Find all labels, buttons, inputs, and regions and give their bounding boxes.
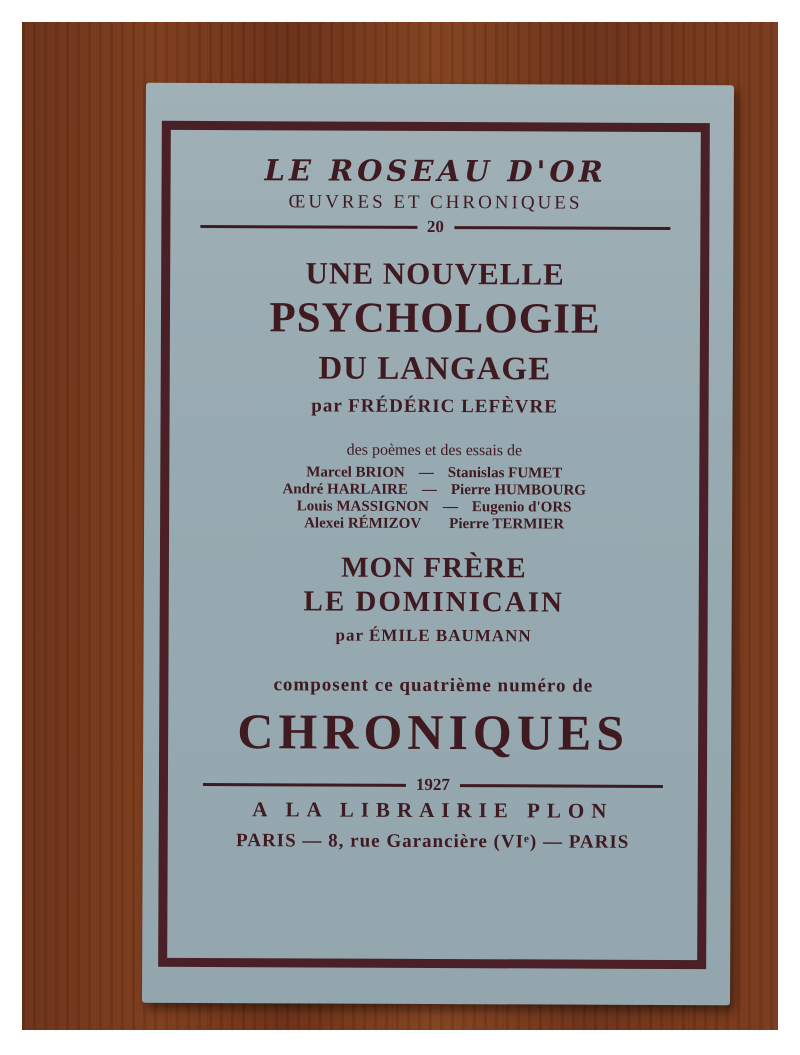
rule-line-right (460, 784, 663, 788)
publication-year: 1927 (415, 774, 450, 795)
series-subtitle: ŒUVRES ET CHRONIQUES (288, 191, 583, 214)
main-title-line-3: DU LANGAGE (318, 350, 552, 388)
contributor-row (224, 515, 644, 534)
rule-line-right (454, 226, 671, 230)
second-title-line-2: LE DOMINICAIN (303, 585, 565, 619)
publisher-name: A LA LIBRAIRIE PLON (252, 797, 614, 823)
contributor-row (224, 498, 644, 517)
contributors-intro: des poèmes et des essais de (346, 441, 523, 460)
issue-rule (200, 216, 670, 238)
contributor-name: Alexei RÉMIZOV (304, 515, 422, 532)
main-title-line-1: UNE NOUVELLE (305, 255, 565, 292)
contributor-name: Eugenio d'ORS (471, 499, 572, 516)
contributors-list (160, 464, 708, 534)
contributor-name: Stanislas FUMET (447, 465, 563, 482)
issue-number: 20 (426, 216, 444, 237)
publisher-address: PARIS — 8, rue Garancière (VIᵉ) — PARIS (236, 830, 630, 853)
main-title-line-2: PSYCHOLOGIE (269, 294, 601, 343)
contributor-row (224, 464, 644, 483)
contributor-name: Marcel BRION (306, 464, 405, 481)
cover-text-block (159, 153, 710, 856)
rule-line-left (200, 224, 417, 228)
wooden-table-background (22, 22, 778, 1030)
collection-title: CHRONIQUES (237, 703, 630, 761)
contributor-name: André HARLAIRE (282, 481, 408, 498)
main-author: par FRÉDÉRIC LEFÈVRE (311, 395, 558, 418)
contributor-separator: — (421, 481, 437, 498)
contributor-name: Louis MASSIGNON (296, 498, 429, 515)
contributor-row (224, 481, 644, 500)
series-title: LE ROSEAU D'OR (264, 153, 607, 189)
compose-line: composent ce quatrième numéro de (273, 674, 594, 697)
contributor-name: Pierre TERMIER (449, 516, 565, 533)
second-author: par ÉMILE BAUMANN (335, 625, 532, 646)
rule-line-left (203, 782, 406, 786)
year-rule (203, 774, 663, 796)
contributor-separator: — (418, 464, 434, 481)
book-cover (142, 83, 734, 1006)
contributor-separator: — (442, 499, 458, 516)
second-title-line-1: MON FRÈRE (341, 551, 527, 585)
contributor-name: Pierre HUMBOURG (450, 482, 587, 499)
